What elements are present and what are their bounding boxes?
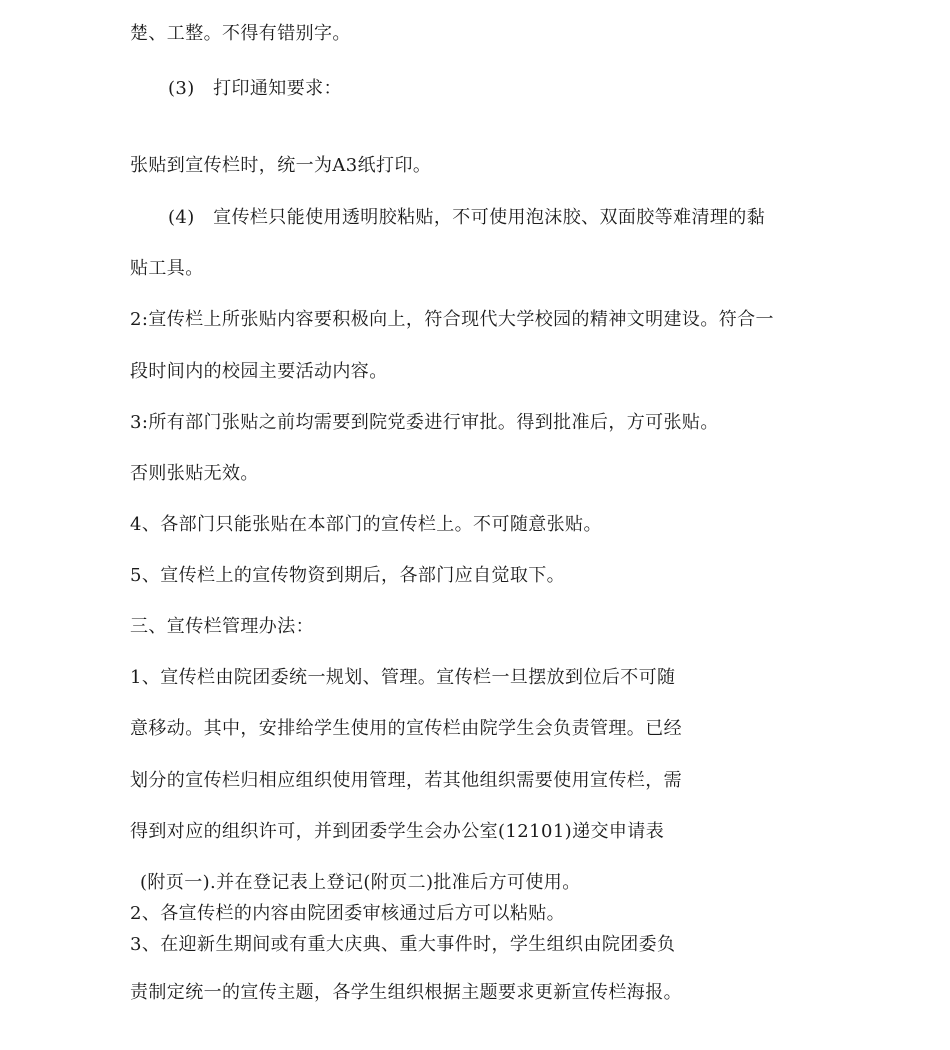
section-heading: 三、宣传栏管理办法： [130,616,314,637]
text-line-15: 划分的宣传栏归相应组织使用管理，若其他组织需要使用宣传栏，需 [130,770,682,791]
text-line-10: 4、各部门只能张贴在本部门的宣传栏上。不可随意张贴。 [130,514,602,535]
text-line-3: 张贴到宣传栏时，统一为A3纸打印。 [130,155,432,176]
text-line-20: 责制定统一的宣传主题，各学生组织根据主题要求更新宣传栏海报。 [130,982,682,1003]
text-line-9: 否则张贴无效。 [130,463,259,484]
text-line-2: (3) 打印通知要求： [168,78,342,99]
text-line-16: 得到对应的组织许可，并到团委学生会办公室(12101)递交申请表 [130,821,665,842]
text-line-4: (4) 宣传栏只能使用透明胶粘贴，不可使用泡沫胶、双面胶等难清理的黏 [168,207,766,228]
text-line-6: 2:宣传栏上所张贴内容要积极向上，符合现代大学校园的精神文明建设。符合一 [130,309,774,330]
text-line-8: 3:所有部门张贴之前均需要到院党委进行审批。得到批准后，方可张贴。 [130,412,719,433]
text-line-5: 贴工具。 [130,258,204,279]
text-line-17: (附页一).并在登记表上登记(附页二)批准后方可使用。 [140,872,581,893]
text-line-19: 3、在迎新生期间或有重大庆典、重大事件时，学生组织由院团委负 [130,934,676,955]
text-line-7: 段时间内的校园主要活动内容。 [130,361,388,382]
text-line-18: 2、各宣传栏的内容由院团委审核通过后方可以粘贴。 [130,903,566,924]
text-line-11: 5、宣传栏上的宣传物资到期后，各部门应自觉取下。 [130,565,566,586]
text-line-13: 1、宣传栏由院团委统一规划、管理。宣传栏一旦摆放到位后不可随 [130,667,676,688]
text-line-1: 楚、工整。不得有错别字。 [130,23,351,44]
text-line-14: 意移动。其中，安排给学生使用的宣传栏由院学生会负责管理。已经 [130,718,682,739]
